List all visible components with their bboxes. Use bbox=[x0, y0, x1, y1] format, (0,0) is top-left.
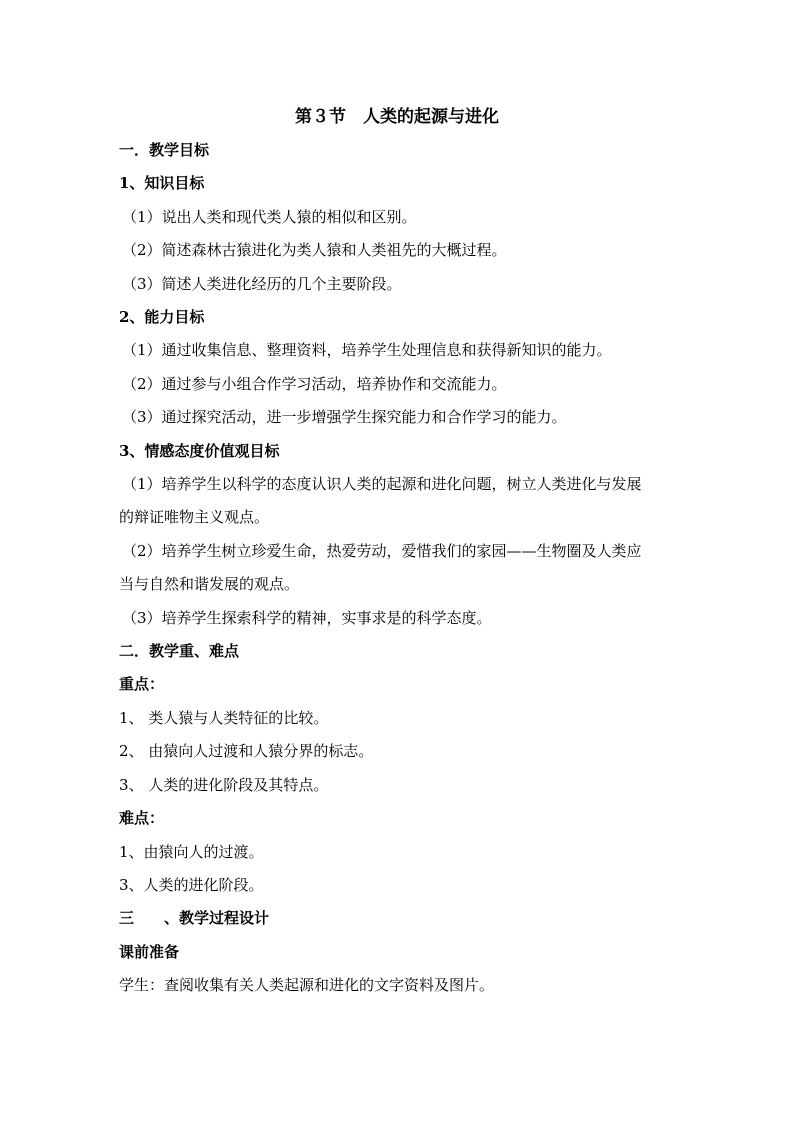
list-item: （1）说出人类和现代类人猿的相似和区别。 bbox=[122, 208, 417, 226]
preparation-text: 学生：查阅收集有关人类起源和进化的文字资料及图片。 bbox=[119, 976, 495, 994]
list-item: （3）通过探究活动，进一步增强学生探究能力和合作学习的能力。 bbox=[122, 408, 567, 426]
list-item: （3）简述人类进化经历的几个主要阶段。 bbox=[122, 275, 402, 293]
list-item: 2、 由猿向人过渡和人猿分界的标志。 bbox=[119, 742, 374, 760]
list-item: （2）通过参与小组合作学习活动，培养协作和交流能力。 bbox=[122, 375, 507, 393]
list-item: （1）通过收集信息、整理资料，培养学生处理信息和获得新知识的能力。 bbox=[122, 341, 612, 359]
list-item: 3、人类的进化阶段。 bbox=[119, 876, 264, 894]
section-1-heading: 一．教学目标 bbox=[119, 141, 210, 159]
list-item: （2）简述森林古猿进化为类人猿和人类祖先的大概过程。 bbox=[122, 241, 507, 259]
list-item: （1）培养学生以科学的态度认识人类的起源和进化问题，树立人类进化与发展 bbox=[122, 475, 642, 493]
list-item-continuation: 的辩证唯物主义观点。 bbox=[119, 508, 270, 526]
difficult-points-heading: 难点： bbox=[119, 809, 165, 827]
list-item-continuation: 当与自然和谐发展的观点。 bbox=[119, 575, 300, 593]
list-item: 3、 人类的进化阶段及其特点。 bbox=[119, 776, 329, 794]
section-2-heading: 二．教学重、难点 bbox=[119, 642, 240, 660]
list-item: 1、由猿向人的过渡。 bbox=[119, 843, 264, 861]
page-title: 第３节 人类的起源与进化 bbox=[295, 107, 499, 127]
list-item: （2）培养学生树立珍爱生命，热爱劳动，爱惜我们的家园——生物圈及人类应 bbox=[122, 542, 642, 560]
list-item: 1、 类人猿与人类特征的比较。 bbox=[119, 709, 329, 727]
knowledge-goals-heading: 1、知识目标 bbox=[119, 174, 205, 192]
list-item: （3）培养学生探索科学的精神，实事求是的科学态度。 bbox=[122, 609, 492, 627]
key-points-heading: 重点： bbox=[119, 675, 165, 693]
preparation-heading: 课前准备 bbox=[119, 943, 180, 961]
section-3-heading: 三 、教学过程设计 bbox=[119, 909, 270, 927]
ability-goals-heading: 2、能力目标 bbox=[119, 308, 205, 326]
attitude-goals-heading: 3、情感态度价值观目标 bbox=[119, 442, 280, 460]
